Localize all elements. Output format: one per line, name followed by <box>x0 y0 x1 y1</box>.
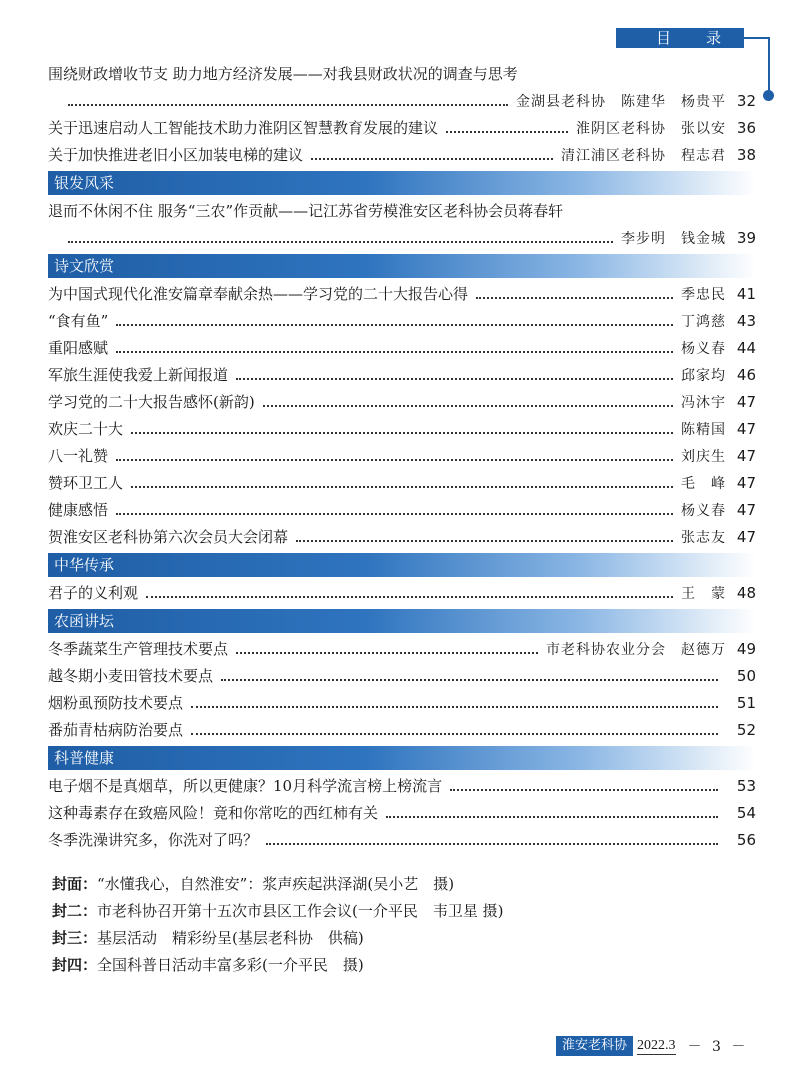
toc-entry[interactable] <box>48 280 756 307</box>
toc-entry[interactable] <box>48 334 756 361</box>
entry-page: 48 <box>736 583 756 602</box>
cover-note-inside-back <box>52 925 752 952</box>
entry-author: 杨义春 <box>681 340 726 357</box>
entry-title: 关于迅速启动人工智能技术助力淮阴区智慧教育发展的建议 <box>48 119 439 137</box>
entry-title: “食有鱼” <box>48 312 109 330</box>
dot-leader <box>311 158 553 160</box>
dot-leader <box>236 378 673 380</box>
entry-title: 这种毒素存在致癌风险！竟和你常吃的西红柿有关 <box>48 804 379 822</box>
entry-page: 52 <box>736 720 756 739</box>
entry-page: 47 <box>736 392 756 411</box>
magazine-name-badge: 淮安老科协 <box>556 1036 633 1056</box>
toc-entry[interactable] <box>48 716 756 743</box>
entry-page: 56 <box>736 830 756 849</box>
dot-leader <box>446 131 568 133</box>
toc-entry[interactable] <box>48 469 756 496</box>
entry-page: 50 <box>736 666 756 685</box>
entry-author: 淮阴区老科协 张以安 <box>576 120 726 137</box>
entry-page: 44 <box>736 338 756 357</box>
issue-number: 2022.3 <box>637 1037 676 1053</box>
entry-title: 重阳感赋 <box>48 339 109 357</box>
dot-leader <box>296 540 673 542</box>
cover-note-inside-front <box>52 898 752 925</box>
entry-page: 54 <box>736 803 756 822</box>
toc-entry[interactable] <box>48 799 756 826</box>
entry-author: 清江浦区老科协 程志君 <box>561 147 726 164</box>
entry-title: 围绕财政增收节支 助力地方经济发展——对我县财政状况的调查与思考 <box>48 65 518 83</box>
entry-page: 47 <box>736 473 756 492</box>
entry-title: 君子的义利观 <box>48 584 139 602</box>
entry-title: 冬季洗澡讲究多，你洗对了吗？ <box>48 831 259 849</box>
entry-author: 杨义春 <box>681 502 726 519</box>
section-header: 农函讲坛 <box>48 609 756 633</box>
toc-entry[interactable] <box>48 141 756 168</box>
entry-author: 刘庆生 <box>681 448 726 465</box>
entry-author: 张志友 <box>681 529 726 546</box>
entry-title: 赞环卫工人 <box>48 474 124 492</box>
cover-label: 封四： <box>52 956 98 974</box>
entry-author: 金湖县老科协 陈建华 杨贵平 <box>516 93 726 110</box>
dot-leader <box>116 324 673 326</box>
entry-title: 退而不休闲不住 服务“三农”作贡献——记江苏省劳模淮安区老科协会员蒋春轩 <box>48 202 564 220</box>
dot-leader <box>191 733 718 735</box>
cover-label: 封三： <box>52 929 98 947</box>
entry-page: 53 <box>736 776 756 795</box>
entry-page: 39 <box>736 228 756 247</box>
entry-author: 市老科协农业分会 赵德万 <box>546 641 726 658</box>
toc-header-tab <box>616 28 744 48</box>
entry-page: 47 <box>736 527 756 546</box>
entry-page: 47 <box>736 446 756 465</box>
entry-page: 47 <box>736 419 756 438</box>
toc-entry[interactable] <box>48 579 756 606</box>
dot-leader <box>476 297 673 299</box>
cover-text: “水懂我心，自然淮安”：浆声疾起洪泽湖(吴小艺 摄) <box>97 875 455 893</box>
dot-leader <box>131 486 673 488</box>
toc-entry[interactable] <box>48 60 756 87</box>
entry-author: 毛 峰 <box>681 475 726 492</box>
entry-title: 八一礼赞 <box>48 447 109 465</box>
tab-connector-line-vertical <box>768 37 770 94</box>
entry-title: 学习党的二十大报告感怀(新韵) <box>48 393 255 411</box>
toc-entry[interactable] <box>48 662 756 689</box>
dot-leader <box>68 241 613 243</box>
entry-title: 为中国式现代化淮安篇章奉献余热——学习党的二十大报告心得 <box>48 285 469 303</box>
toc-entry[interactable] <box>48 772 756 799</box>
dot-leader <box>236 652 538 654</box>
toc-entry[interactable] <box>48 114 756 141</box>
entry-page: 51 <box>736 693 756 712</box>
entry-title: 越冬期小麦田管技术要点 <box>48 667 214 685</box>
cover-text: 基层活动 精彩纷呈(基层老科协 供稿) <box>97 929 364 947</box>
entry-page: 47 <box>736 500 756 519</box>
dot-leader <box>386 816 718 818</box>
entry-author: 李步明 钱金城 <box>621 230 726 247</box>
section-header: 诗文欣赏 <box>48 254 756 278</box>
dot-leader <box>146 596 673 598</box>
entry-page: 49 <box>736 639 756 658</box>
toc-entry[interactable] <box>48 361 756 388</box>
entry-author: 季忠民 <box>681 286 726 303</box>
entry-page: 32 <box>736 91 756 110</box>
toc-entry[interactable] <box>48 388 756 415</box>
cover-note-back <box>52 952 752 979</box>
toc-entry[interactable] <box>48 496 756 523</box>
entry-title: 关于加快推进老旧小区加装电梯的建议 <box>48 146 304 164</box>
toc-entry[interactable] <box>48 826 756 853</box>
dot-leader <box>116 351 673 353</box>
entry-title: 烟粉虱预防技术要点 <box>48 694 184 712</box>
toc-entry[interactable] <box>48 415 756 442</box>
dot-leader <box>116 459 673 461</box>
tab-connector-line <box>744 37 770 39</box>
cover-note-front <box>52 871 752 898</box>
entry-title: 贺淮安区老科协第六次会员大会闭幕 <box>48 528 289 546</box>
entry-title: 健康感悟 <box>48 501 109 519</box>
toc-tab-char-1: 目 <box>656 29 674 47</box>
dot-leader <box>131 432 673 434</box>
entry-author: 丁鸿慈 <box>681 313 726 330</box>
toc-entry-continuation[interactable] <box>48 224 756 251</box>
toc-entry[interactable] <box>48 197 756 224</box>
entry-page: 46 <box>736 365 756 384</box>
cover-label: 封面： <box>52 875 98 893</box>
dot-leader <box>450 789 718 791</box>
entry-page: 41 <box>736 284 756 303</box>
entry-author: 邱家均 <box>681 367 726 384</box>
toc-entry[interactable] <box>48 523 756 550</box>
toc-entry[interactable] <box>48 635 756 662</box>
entry-title: 冬季蔬菜生产管理技术要点 <box>48 640 229 658</box>
dot-leader <box>68 104 508 106</box>
toc-entry[interactable] <box>48 307 756 334</box>
entry-page: 38 <box>736 145 756 164</box>
page-number: － 3 － <box>687 1039 749 1055</box>
entry-title: 电子烟不是真烟草，所以更健康？10月科学流言榜上榜流言 <box>48 777 443 795</box>
entry-author: 王 蒙 <box>681 585 726 602</box>
entry-author: 冯沐宇 <box>681 394 726 411</box>
entry-title: 欢庆二十大 <box>48 420 124 438</box>
dot-leader <box>266 843 718 845</box>
toc-entry[interactable] <box>48 689 756 716</box>
section-header: 银发风采 <box>48 171 756 195</box>
entry-page: 43 <box>736 311 756 330</box>
toc-content <box>48 60 756 853</box>
entry-title: 军旅生涯使我爱上新闻报道 <box>48 366 229 384</box>
dot-leader <box>116 513 673 515</box>
entry-author: 陈精国 <box>681 421 726 438</box>
entry-page: 36 <box>736 118 756 137</box>
toc-entry[interactable] <box>48 442 756 469</box>
cover-notes <box>52 871 752 979</box>
dot-leader <box>263 405 673 407</box>
cover-label: 封二： <box>52 902 98 920</box>
cover-text: 市老科协召开第十五次市县区工作会议(一介平民 韦卫星 摄) <box>97 902 504 920</box>
dot-leader <box>191 706 718 708</box>
dot-leader <box>221 679 718 681</box>
toc-entry-continuation[interactable] <box>48 87 756 114</box>
toc-tab-char-2: 录 <box>706 29 724 47</box>
section-header: 中华传承 <box>48 553 756 577</box>
page-footer <box>556 1036 748 1056</box>
section-header: 科普健康 <box>48 746 756 770</box>
entry-title: 番茄青枯病防治要点 <box>48 721 184 739</box>
tab-dot-icon <box>763 90 774 101</box>
cover-text: 全国科普日活动丰富多彩(一介平民 摄) <box>97 956 364 974</box>
